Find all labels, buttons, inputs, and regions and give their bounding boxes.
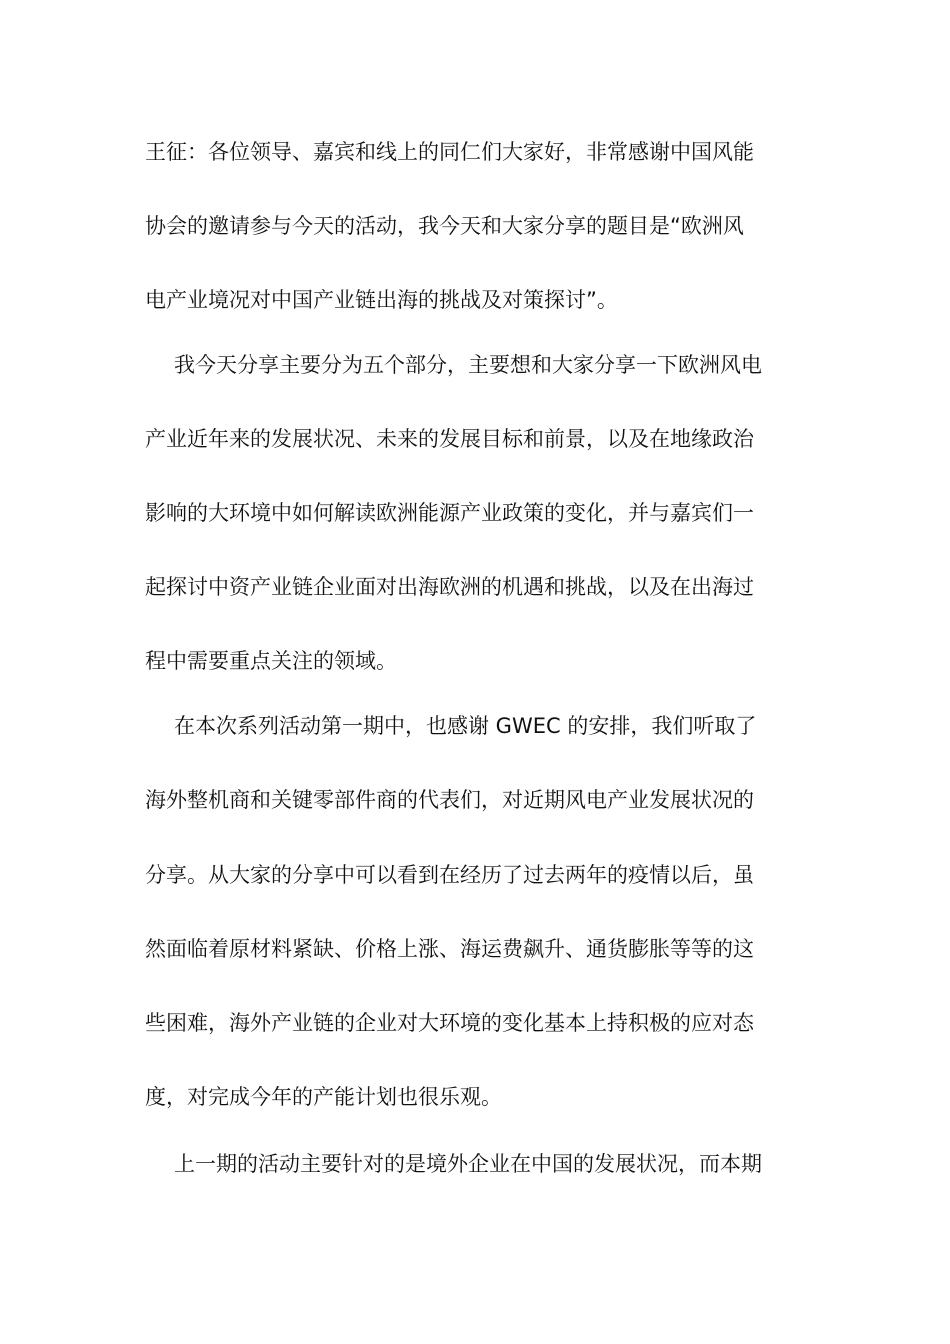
text-line: 然面临着原材料紧缺、价格上涨、海运费飙升、通货膨胀等等的这 (145, 937, 754, 961)
text-line: 电产业境况对中国产业链出海的挑战及对策探讨”。 (145, 288, 618, 312)
text-line: 海外整机商和关键零部件商的代表们，对近期风电产业发展状况的 (145, 788, 754, 812)
text-line: 分享。从大家的分享中可以看到在经历了过去两年的疫情以后，虽 (145, 863, 754, 887)
text-line: 产业近年来的发展状况、未来的发展目标和前景，以及在地缘政治 (145, 427, 754, 451)
text-line: 王征：各位领导、嘉宾和线上的同仁们大家好，非常感谢中国风能 (145, 140, 754, 164)
text-line: 程中需要重点关注的领域。 (145, 649, 397, 673)
text-line: 度，对完成今年的产能计划也很乐观。 (145, 1085, 502, 1109)
text-line: 在本次系列活动第一期中，也感谢 GWEC 的安排，我们听取了 (174, 714, 757, 738)
text-line: 些困难，海外产业链的企业对大环境的变化基本上持积极的应对态 (145, 1011, 754, 1035)
text-line: 协会的邀请参与今天的活动，我今天和大家分享的题目是“欧洲风 (145, 214, 744, 238)
text-line: 影响的大环境中如何解读欧洲能源产业政策的变化，并与嘉宾们一 (145, 501, 754, 525)
text-line: 我今天分享主要分为五个部分，主要想和大家分享一下欧洲风电 (174, 353, 762, 377)
text-line: 起探讨中资产业链企业面对出海欧洲的机遇和挑战，以及在出海过 (145, 575, 754, 599)
text-line: 上一期的活动主要针对的是境外企业在中国的发展状况，而本期 (174, 1152, 762, 1176)
